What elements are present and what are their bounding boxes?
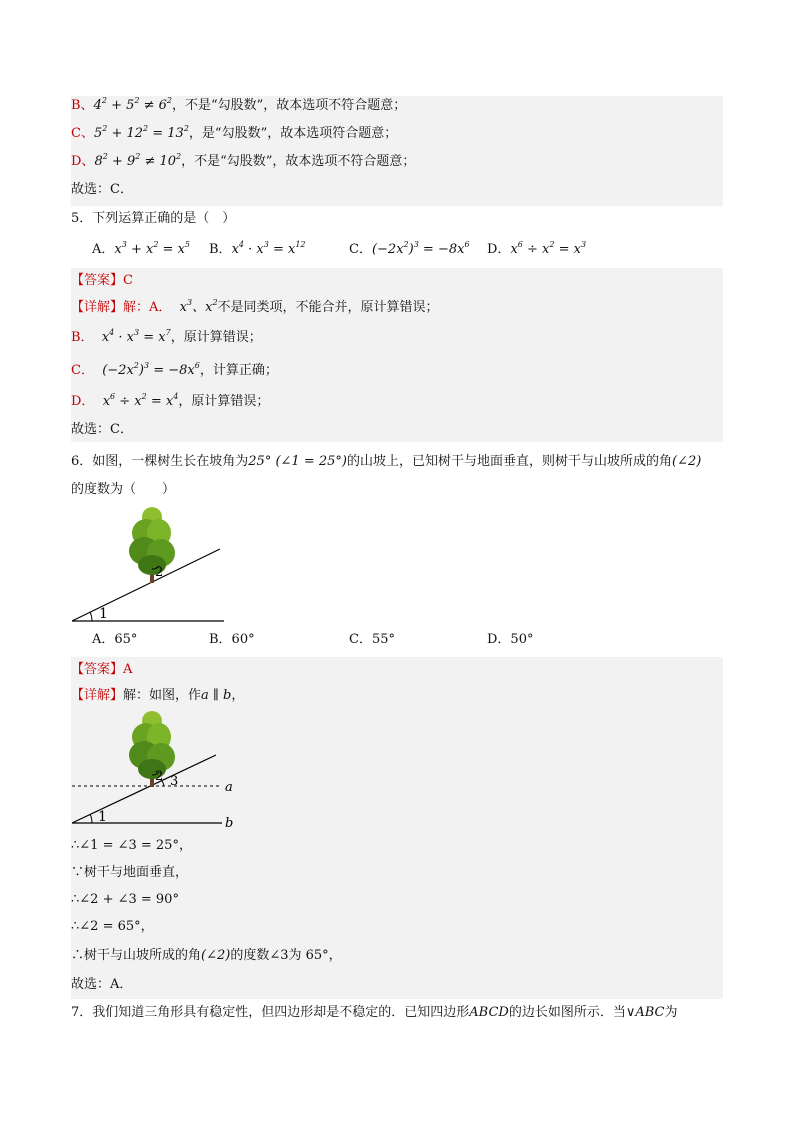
tree-icon bbox=[129, 711, 175, 787]
q6-option-a: A．65° bbox=[92, 632, 138, 647]
line-a-label: a bbox=[225, 780, 233, 795]
q6-step-3: ∴∠2 + ∠3 = 90° bbox=[71, 892, 179, 907]
q6-step-5: ∴树干与山坡所成的角(∠2)的度数∠3为 65°， bbox=[71, 948, 342, 963]
q7-stem: 7．我们知道三角形具有稳定性，但四边形却是不稳定的．已知四边形ABCD的边长如图所示．当∨ABC为 bbox=[71, 1005, 678, 1020]
q5-detail-a: 【详解】解：A． $x^3$、$x^2$不是同类项，不能合并，原计算错误； bbox=[71, 298, 439, 315]
q6-solution-figure bbox=[66, 709, 246, 835]
q6-answer: 【答案】A bbox=[71, 662, 133, 677]
q6-step-1: ∴∠1 = ∠3 = 25°， bbox=[71, 838, 192, 853]
prev-choose: 故选：C． bbox=[71, 182, 133, 197]
q5-detail-d: D． $x^6 \div x^2 = x^4$，原计算错误； bbox=[71, 392, 270, 409]
q5-detail-b: B． $x^4 \cdot x^3 = x^7$，原计算错误； bbox=[71, 328, 262, 345]
q5-choose: 故选：C． bbox=[71, 422, 133, 437]
q6-option-b: B．60° bbox=[209, 632, 255, 647]
q5-option-c: C．$(-2x^2)^3 = -8x^6$ bbox=[349, 240, 470, 257]
q6-stem-line2: 的度数为（ ） bbox=[71, 482, 176, 497]
angle-1-label: 1 bbox=[99, 606, 108, 622]
line-b-label: b bbox=[225, 816, 234, 831]
prev-option-b: B、$4^2 + 5^2 \ne 6^2$，不是“勾股数”，故本选项不符合题意； bbox=[71, 96, 407, 113]
prev-option-d: D、$8^2 + 9^2 \ne 10^2$，不是“勾股数”，故本选项不符合题意； bbox=[71, 152, 416, 169]
q6-choose: 故选：A． bbox=[71, 977, 133, 992]
q6-detail: 【详解】解：如图，作a ∥ b， bbox=[71, 688, 245, 703]
angle-2-label: 2 bbox=[155, 769, 164, 784]
q6-slope-figure bbox=[66, 503, 246, 631]
q5-stem: 5．下列运算正确的是（ ） bbox=[71, 211, 236, 226]
angle-2-label: 2 bbox=[155, 565, 164, 580]
q5-detail-c: C． $(-2x^2)^3 = -8x^6$，计算正确； bbox=[71, 361, 278, 378]
q6-option-c: C．55° bbox=[349, 632, 395, 647]
tree-icon bbox=[129, 507, 175, 583]
q5-solution-block bbox=[71, 268, 723, 442]
q6-stem-line1: 6．如图，一棵树生长在坡角为25° (∠1 = 25°)的山坡上，已知树干与地面垂直，则树干与山坡所成的角(∠2) bbox=[71, 454, 702, 469]
prev-option-c: C、$5^2 + 12^2 = 13^2$，是“勾股数”，故本选项符合题意； bbox=[71, 124, 398, 141]
q5-option-a: A．$x^3 + x^2 = x^5$ bbox=[92, 240, 191, 257]
q6-step-2: ∵树干与地面垂直， bbox=[71, 865, 189, 880]
angle-3-label: 3 bbox=[170, 774, 179, 789]
angle-1-label: 1 bbox=[98, 809, 107, 825]
q6-option-d: D．50° bbox=[487, 632, 534, 647]
q5-option-d: D．$x^6 \div x^2 = x^3$ bbox=[487, 240, 587, 257]
q5-option-b: B．$x^4 \cdot x^3 = x^{12}$ bbox=[209, 240, 306, 257]
q5-answer: 【答案】C bbox=[71, 273, 133, 288]
q6-step-4: ∴∠2 = 65°， bbox=[71, 919, 154, 934]
